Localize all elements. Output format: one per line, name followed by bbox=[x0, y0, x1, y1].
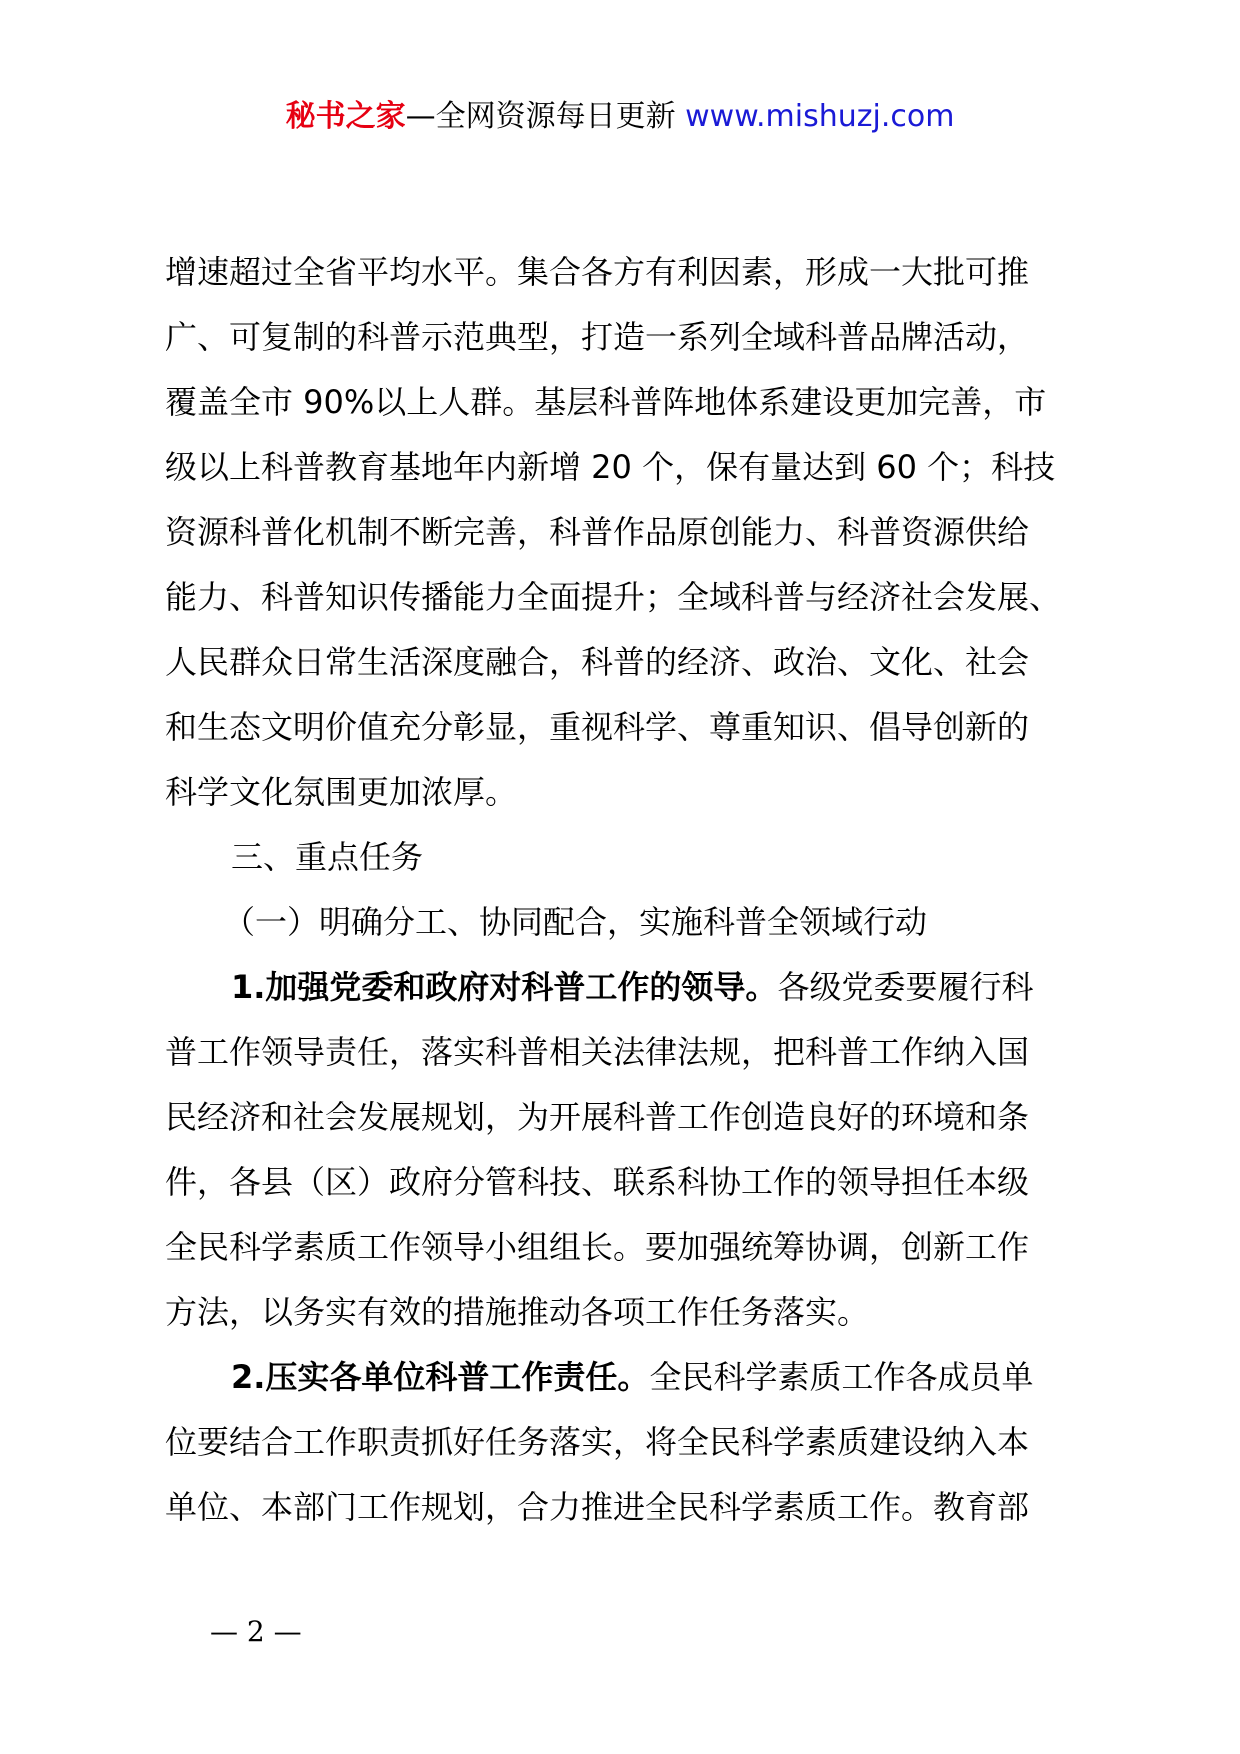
paragraph-line: 全民科学素质工作领导小组组长。要加强统筹协调，创新工作 bbox=[165, 1228, 1030, 1266]
page-number: — 2 — bbox=[210, 1615, 302, 1648]
paragraph-line: 民经济和社会发展规划，为开展科普工作创造良好的环境和条 bbox=[165, 1098, 1030, 1136]
item-2-text: 全民科学素质工作各成员单 bbox=[649, 1358, 1034, 1396]
item-1-title: 1.加强党委和政府对科普工作的领导。 bbox=[231, 968, 778, 1006]
header-url[interactable]: www.mishuzj.com bbox=[685, 99, 955, 134]
item-1-text: 各级党委要履行科 bbox=[777, 968, 1034, 1006]
header-slogan: —全网资源每日更新 bbox=[405, 99, 686, 134]
paragraph-line: 资源科普化机制不断完善，科普作品原创能力、科普资源供给 bbox=[165, 513, 1030, 551]
document-body bbox=[165, 240, 1095, 1540]
paragraph-line: 和生态文明价值充分彰显，重视科学、尊重知识、倡导创新的 bbox=[165, 708, 1030, 746]
paragraph-line: 覆盖全市 90%以上人群。基层科普阵地体系建设更加完善，市 bbox=[165, 383, 1047, 421]
paragraph-line: 方法，以务实有效的措施推动各项工作任务落实。 bbox=[165, 1293, 870, 1331]
item-2-first-line bbox=[165, 1345, 1095, 1410]
item-1-first-line bbox=[165, 955, 1095, 1020]
paragraph-line: 位要结合工作职责抓好任务落实，将全民科学素质建设纳入本 bbox=[165, 1423, 1030, 1461]
paragraph-line: 级以上科普教育基地年内新增 20 个，保有量达到 60 个；科技 bbox=[165, 448, 1056, 486]
paragraph-line: 件，各县（区）政府分管科技、联系科协工作的领导担任本级 bbox=[165, 1163, 1030, 1201]
paragraph-line: 增速超过全省平均水平。集合各方有利因素，形成一大批可推 bbox=[165, 253, 1030, 291]
paragraph-line: 人民群众日常生活深度融合，科普的经济、政治、文化、社会 bbox=[165, 643, 1030, 681]
page-header bbox=[0, 97, 1240, 137]
section-heading: 三、重点任务 bbox=[231, 838, 424, 876]
brand-name: 秘书之家 bbox=[285, 99, 406, 134]
paragraph-line: 能力、科普知识传播能力全面提升；全域科普与经济社会发展、 bbox=[165, 578, 1062, 616]
subsection-heading: （一）明确分工、协同配合，实施科普全领域行动 bbox=[223, 903, 928, 941]
paragraph-line: 广、可复制的科普示范典型，打造一系列全域科普品牌活动， bbox=[165, 318, 1030, 356]
paragraph-line: 科学文化氛围更加浓厚。 bbox=[165, 773, 518, 811]
item-2-title: 2.压实各单位科普工作责任。 bbox=[231, 1358, 650, 1396]
paragraph-line: 普工作领导责任，落实科普相关法律法规，把科普工作纳入国 bbox=[165, 1033, 1030, 1071]
paragraph-line: 单位、本部门工作规划，合力推进全民科学素质工作。教育部 bbox=[165, 1488, 1030, 1526]
